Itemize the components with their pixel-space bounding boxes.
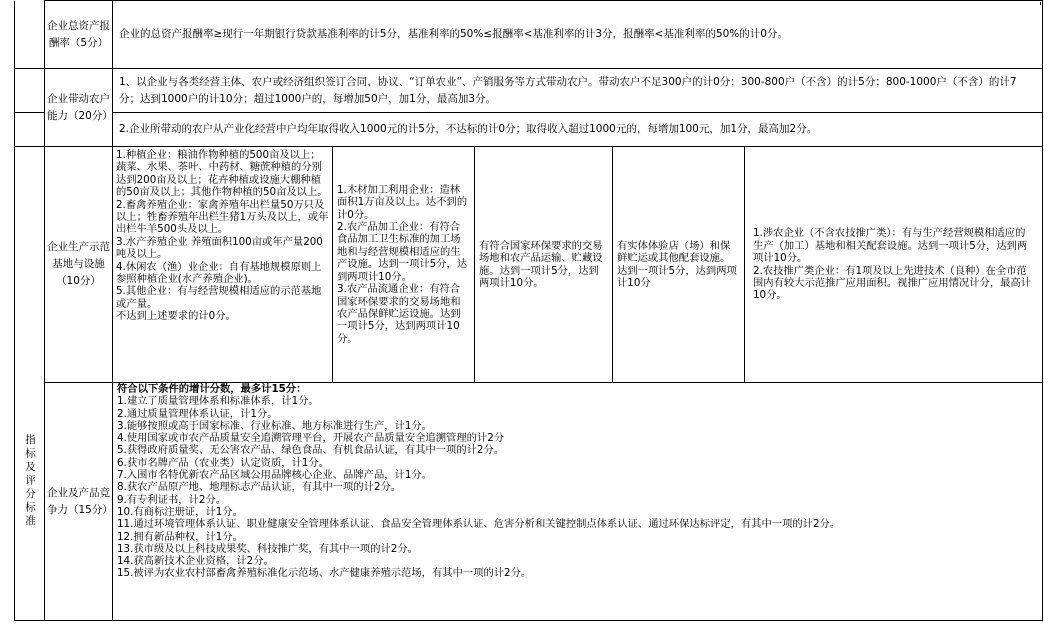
competitiveness-item: 5.获得政府质量奖、无公害农产品、绿色食品、有机食品认证，有其中一项的计2分。 — [117, 444, 505, 457]
competitiveness-item: 7.入围市名特优新农产品区域公用品牌核心企业、品牌产品，计1分。 — [117, 469, 432, 482]
criterion-demo-base: 企业生产示范基地与设施（10分） — [45, 147, 113, 383]
competitiveness-cell — [113, 383, 1043, 621]
demo-processing-2: 2.农产品加工企业：有符合食品加工卫生标准的加工场地和与经营规模相适应的生产设施。达到一项计5分，达到两项计10分。 — [337, 221, 468, 283]
row-farmer-driving-2 — [15, 113, 1043, 147]
demo-planting-6: 不达到上述要求的计0分。 — [116, 310, 236, 323]
competitiveness-item: 13.获市级及以上科技成果奖、科技推广奖，有其中一项的计2分。 — [117, 542, 418, 555]
criterion-competitiveness: 企业及产品竞争力（15分） — [45, 383, 113, 621]
row-demo-base — [15, 147, 1043, 383]
page-edge-mark — [1040, 2, 1044, 5]
category-label: 指标及评分标准 — [24, 434, 36, 529]
category-cell-top-3 — [15, 113, 45, 147]
competitiveness-item: 2.通过质量管理体系认证，计1分。 — [117, 407, 278, 420]
competitiveness-heading: 符合以下条件的增计分数，最多计15分： — [117, 383, 307, 395]
competitiveness-item: 6.获市名牌产品（农业类）认定资质，计1分。 — [117, 456, 330, 469]
demo-service-2: 2.农技推广类企业：有1项及以上先进技术（良种）在全市范围内有较大示范推广应用面积。视推广应用情况计分，最高计10分。 — [753, 264, 1032, 302]
demo-processing-3: 3.农产品流通企业：有符合国家环保要求的交易场地和农产品保鲜贮运设施。达到一项计5分，达到两项计10分。 — [337, 283, 461, 345]
demo-planting-3: 3.水产养殖企业 养殖面积100亩或年产量200吨及以上。 — [116, 235, 323, 261]
demo-planting-4: 4.休闲农（渔）业企业：自有基地规模原则上参照种植企业(水产养殖企业)。 — [116, 260, 322, 286]
demo-service-1: 1.涉农企业（不含农技推广类）：有与生产经营规模相适应的生产（加工）基地和相关配套设施。达到一项计5分，达到两项计10分。 — [753, 227, 1028, 265]
competitiveness-item: 12.拥有新品种权，计1分。 — [117, 530, 243, 543]
demo-planting-5: 5.其他企业：有与经营规模相适应的示范基地或产量。 — [116, 285, 322, 310]
criterion-farmer-driving: 企业带动农户能力（20分） — [45, 69, 113, 147]
row-competitiveness — [15, 383, 1043, 621]
competitiveness-item: 10.有商标注册证，计1分。 — [117, 505, 243, 518]
competitiveness-item: 1.建立了质量管理体系和标准体系，计1分。 — [117, 395, 319, 408]
competitiveness-item: 9.有专利证书，计2分。 — [117, 493, 227, 506]
category-cell — [15, 147, 45, 621]
standard-farmer-driving-2: 2.企业所带动的农户从产业化经营中户均年取得收入1000元的计5分，不达标的计0分；取得收入超过1000元的，每增加100元，加1分，最高加2分。 — [113, 113, 1043, 147]
standard-farmer-driving-1: 1、以企业与各类经营主体、农户或经济组织签订合同、协议、“订单农业”、产销服务等方式带动农户。带动农户不足300户的计0分；300-800户（不含）的计5分；800-1000户（不含）的计7分；达到1000户的计10分；超过1000户的，每增加50户，加1分，最高加3分。 — [113, 69, 1043, 113]
demo-planting-cell — [113, 147, 333, 383]
competitiveness-item: 15.被评为农业农村部畜禽养殖标准化示范场、水产健康养殖示范场，有其中一项的计2分。 — [117, 567, 532, 580]
category-cell-top — [15, 1, 45, 69]
demo-planting-2: 2.畜禽养殖企业：家禽养殖年出栏量50万只及以上；牲畜养殖年出栏生猪1万头及以上，或年出栏牛羊500头及以上。 — [116, 198, 329, 236]
competitiveness-item: 8.获农产品原产地、地理标志产品认证，有其中一项的计2分。 — [117, 481, 402, 494]
demo-planting-1: 1.种植企业：粮油作物种植的500亩及以上；蔬菜、水果、茶叶、中药材、糖蔗种植的分别达到200亩及以上；花卉种植或设施大棚种植的50亩及以上；其他作物种植的50亩及以上。 — [116, 149, 328, 199]
criterion-asset-return: 企业总资产报酬率（5分） — [45, 1, 113, 69]
demo-store-cell: 有实体体验店（场）和保鲜贮运或其他配套设施。达到一项计5分，达到两项计10分 — [613, 147, 745, 383]
standard-asset-return: 企业的总资产报酬率≥现行一年期银行贷款基准利率的计5分，基准利率的50%≤报酬率<基准利率的计3分，报酬率<基准利率的50%的计0分。 — [113, 1, 1043, 69]
category-cell-top-2 — [15, 69, 45, 113]
competitiveness-item: 4.使用国家或市农产品质量安全追溯管理平台，开展农产品质量安全追溯管理的计2分 — [117, 432, 505, 445]
competitiveness-item: 3.能够按照或高于国家标准、行业标准、地方标准进行生产，计1分。 — [117, 419, 432, 432]
demo-processing-1: 1.木材加工利用企业：造林面积1万亩及以上。达不到的计0分。 — [337, 183, 468, 221]
row-asset-return — [15, 1, 1043, 69]
scoring-standards-table — [14, 0, 1043, 621]
row-farmer-driving-1 — [15, 69, 1043, 113]
competitiveness-item: 14.获高新技术企业资格，计2分。 — [117, 555, 274, 568]
competitiveness-item: 11.通过环境管理体系认证、职业健康安全管理体系认证、食品安全管理体系认证、危害分析和关键控制点体系认证、通过环保达标评定，有其中一项的计2分。 — [117, 518, 841, 531]
demo-processing-cell — [333, 147, 475, 383]
demo-env-cell: 有符合国家环保要求的交易场地和农产品运输、贮藏设施。达到一项计5分，达到两项计10分。 — [475, 147, 613, 383]
demo-service-cell — [745, 147, 1043, 383]
